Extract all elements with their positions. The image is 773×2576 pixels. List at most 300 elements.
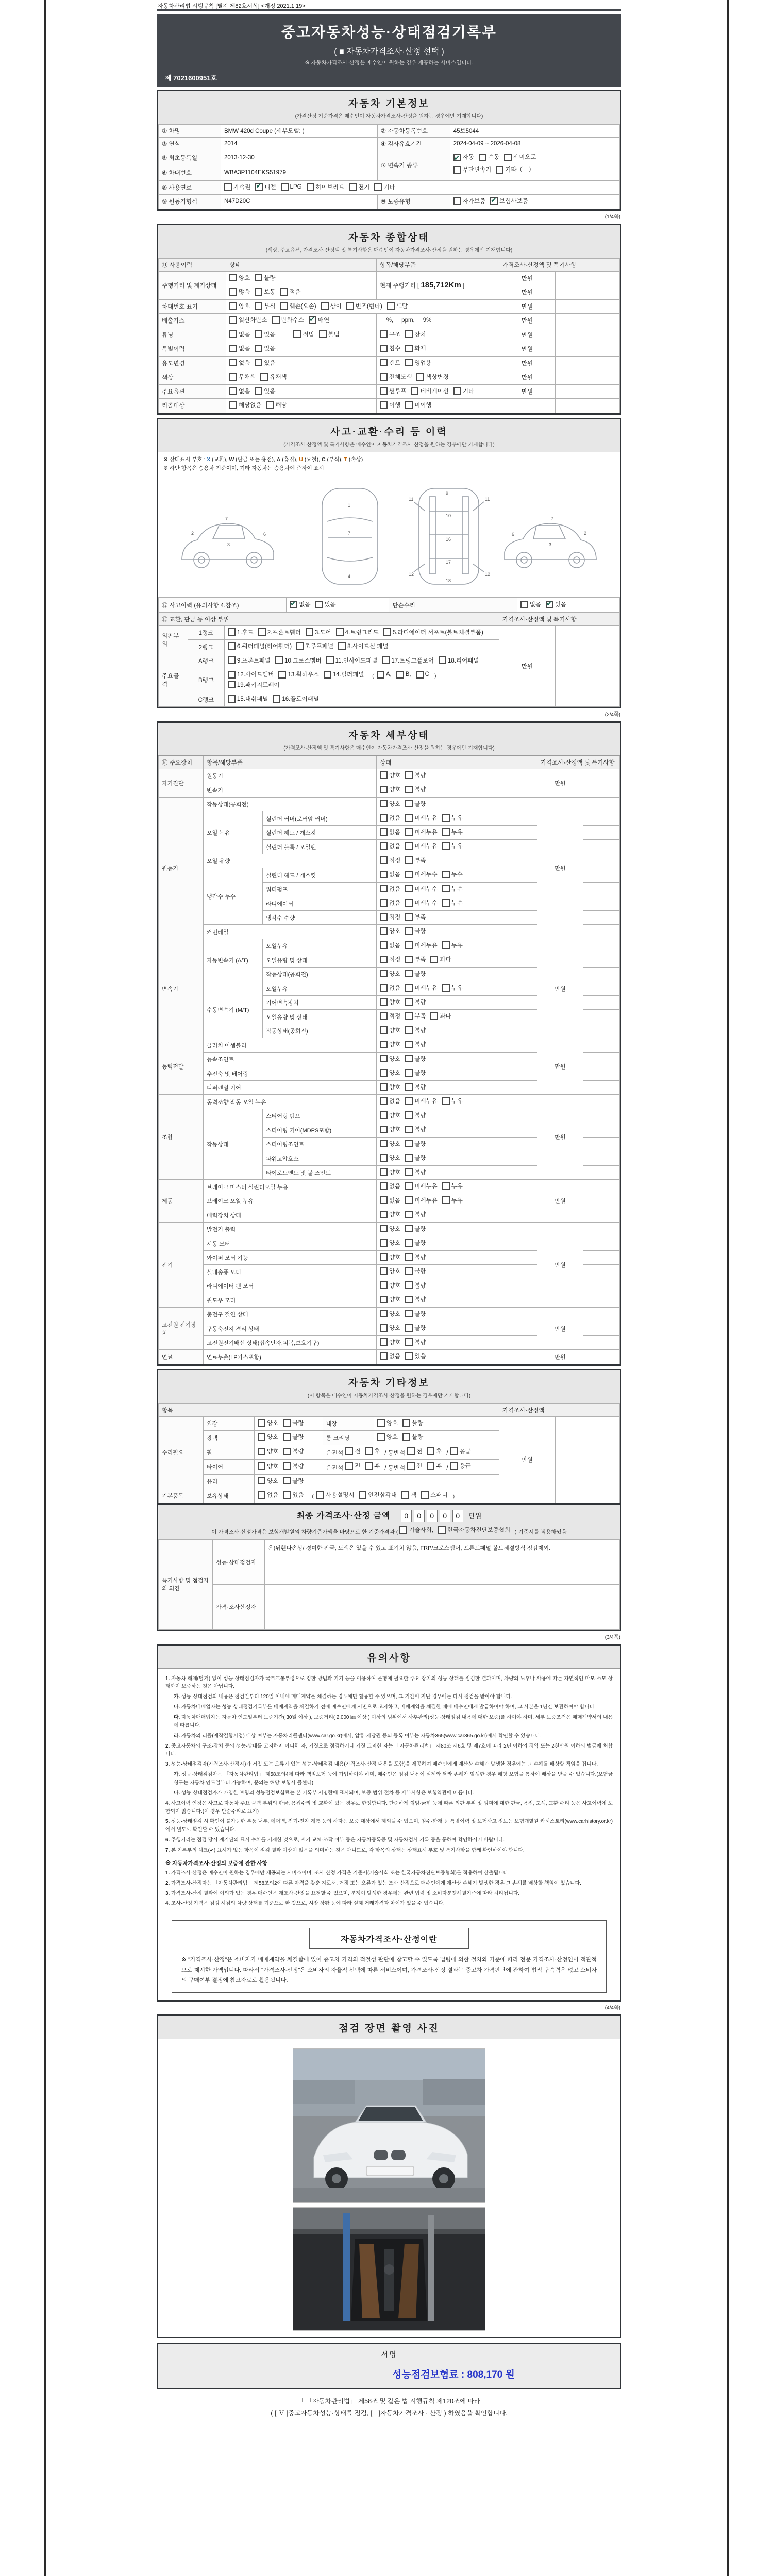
checkbox-box[interactable]	[380, 1140, 388, 1147]
checkbox-box[interactable]	[405, 941, 413, 949]
checkbox-box[interactable]	[380, 1239, 388, 1247]
checkbox-양호[interactable]: 양호	[380, 1168, 400, 1176]
checkbox-없음[interactable]: 없음	[380, 1352, 400, 1360]
checkbox-과다[interactable]: 과다	[430, 955, 451, 963]
checkbox-없음[interactable]: 없음	[380, 870, 400, 878]
checkbox-box[interactable]	[380, 1154, 388, 1162]
checkbox-box[interactable]	[399, 1526, 407, 1534]
checkbox-4.트렁크리드[interactable]: 4.트렁크리드	[336, 628, 379, 636]
checkbox-양호[interactable]: 양호	[380, 1140, 400, 1148]
checkbox-box[interactable]	[296, 642, 304, 650]
checkbox-box[interactable]	[405, 1168, 413, 1176]
checkbox-box[interactable]	[229, 316, 237, 324]
checkbox-box[interactable]	[365, 1462, 373, 1470]
checkbox-훼손(오손)[interactable]: 훼손(오손)	[280, 302, 316, 310]
checkbox-box[interactable]	[229, 330, 237, 338]
checkbox-불량[interactable]: 불량	[405, 1168, 426, 1176]
checkbox-썬루프[interactable]: 썬루프	[380, 387, 406, 395]
checkbox-네비게이션[interactable]: 네비게이션	[411, 387, 449, 395]
checkbox-box[interactable]	[309, 316, 316, 324]
checkbox-box[interactable]	[405, 1083, 413, 1091]
checkbox-18.리어패널[interactable]: 18.리어패널	[439, 656, 479, 665]
checkbox-box[interactable]	[405, 998, 413, 1006]
checkbox-box[interactable]	[405, 1055, 413, 1062]
checkbox-양호[interactable]: 양호	[380, 1295, 400, 1303]
checkbox-box[interactable]	[377, 671, 384, 679]
checkbox-미세누수[interactable]: 미세누수	[405, 870, 437, 878]
checkbox-box[interactable]	[380, 1296, 388, 1303]
checkbox-box[interactable]	[442, 828, 450, 836]
checkbox-box[interactable]	[405, 927, 413, 935]
checkbox-box[interactable]	[380, 899, 388, 907]
checkbox-미이행[interactable]: 미이행	[405, 401, 431, 409]
checkbox-box[interactable]	[380, 1083, 388, 1091]
checkbox-box[interactable]	[453, 387, 461, 395]
checkbox-전[interactable]: 전	[407, 1447, 422, 1455]
checkbox-box[interactable]	[405, 828, 413, 836]
checkbox-3.도어[interactable]: 3.도어	[306, 628, 331, 636]
checkbox-불량[interactable]: 불량	[283, 1419, 304, 1427]
checkbox-box[interactable]	[380, 814, 388, 822]
checkbox-양호[interactable]: 양호	[380, 927, 400, 935]
checkbox-누수[interactable]: 누수	[442, 885, 463, 893]
checkbox-불량[interactable]: 불량	[405, 1253, 426, 1261]
checkbox-box[interactable]	[273, 695, 280, 703]
checkbox-box[interactable]	[380, 828, 388, 836]
checkbox-box[interactable]	[319, 330, 327, 338]
checkbox-불량[interactable]: 불량	[405, 1281, 426, 1290]
checkbox-미세누유[interactable]: 미세누유	[405, 1182, 437, 1190]
checkbox-box[interactable]	[229, 387, 237, 395]
checkbox-box[interactable]	[382, 656, 390, 664]
checkbox-box[interactable]	[380, 373, 388, 381]
checkbox-box[interactable]	[380, 1352, 388, 1360]
checkbox-19.패키지트레이[interactable]: 19.패키지트레이	[228, 681, 280, 689]
checkbox-box[interactable]	[380, 1211, 388, 1218]
checkbox-box[interactable]	[228, 681, 236, 688]
checkbox-불량[interactable]: 불량	[405, 1026, 426, 1035]
checkbox-box[interactable]	[345, 1462, 353, 1470]
checkbox-하이브리드[interactable]: 하이브리드	[307, 183, 345, 191]
checkbox-box[interactable]	[405, 885, 413, 892]
checkbox-box[interactable]	[380, 927, 388, 935]
checkbox-box[interactable]	[316, 1491, 324, 1499]
checkbox-없음[interactable]: 없음	[229, 359, 250, 367]
checkbox-불량[interactable]: 불량	[405, 927, 426, 935]
checkbox-있음[interactable]: 있음	[255, 330, 275, 338]
checkbox-box[interactable]	[228, 671, 236, 679]
checkbox-box[interactable]	[405, 1154, 413, 1162]
checkbox-세미오토[interactable]: 세미오토	[504, 152, 536, 163]
checkbox-box[interactable]	[321, 302, 329, 310]
checkbox-무채색[interactable]: 무채색	[229, 372, 256, 381]
checkbox-불량[interactable]: 불량	[283, 1477, 304, 1485]
checkbox-box[interactable]	[442, 871, 450, 878]
checkbox-없음[interactable]: 없음	[380, 1097, 400, 1105]
checkbox-box[interactable]	[224, 183, 232, 191]
checkbox-box[interactable]	[401, 1491, 409, 1499]
checkbox-9.프론트패널[interactable]: 9.프론트패널	[228, 656, 271, 665]
checkbox-box[interactable]	[380, 345, 388, 352]
checkbox-7.루프패널[interactable]: 7.루프패널	[296, 642, 333, 650]
checkbox-box[interactable]	[275, 656, 283, 664]
checkbox-box[interactable]	[377, 1433, 385, 1441]
checkbox-box[interactable]	[407, 1462, 415, 1470]
checkbox-box[interactable]	[229, 288, 237, 296]
checkbox-box[interactable]	[380, 1324, 388, 1332]
checkbox-box[interactable]	[405, 1352, 413, 1360]
checkbox-양호[interactable]: 양호	[380, 771, 400, 779]
checkbox-불량[interactable]: 불량	[405, 1239, 426, 1247]
checkbox-적정[interactable]: 적정	[380, 1012, 400, 1020]
checkbox-box[interactable]	[411, 387, 418, 395]
checkbox-적법[interactable]: 적법	[293, 330, 314, 338]
checkbox-15.대쉬패널[interactable]: 15.대쉬패널	[228, 694, 268, 703]
checkbox-box[interactable]	[405, 1225, 413, 1232]
checkbox-box[interactable]	[380, 1168, 388, 1176]
checkbox-LPG[interactable]: LPG	[281, 183, 302, 191]
checkbox-box[interactable]	[324, 671, 331, 679]
checkbox-12.사이드멤버[interactable]: 12.사이드멤버	[228, 670, 274, 679]
checkbox-box[interactable]	[258, 1477, 265, 1484]
checkbox-box[interactable]	[442, 1097, 450, 1105]
checkbox-침수[interactable]: 침수	[380, 344, 400, 352]
checkbox-부족[interactable]: 부족	[405, 856, 426, 865]
checkbox-미세누수[interactable]: 미세누수	[405, 885, 437, 893]
checkbox-box[interactable]	[280, 288, 288, 296]
checkbox-없음[interactable]: 없음	[380, 885, 400, 893]
checkbox-box[interactable]	[405, 1097, 413, 1105]
checkbox-불량[interactable]: 불량	[405, 1210, 426, 1218]
checkbox-불량[interactable]: 불량	[405, 1069, 426, 1077]
checkbox-box[interactable]	[442, 899, 450, 907]
checkbox-box[interactable]	[405, 856, 413, 864]
checkbox-box[interactable]	[405, 1211, 413, 1218]
checkbox-없음[interactable]: 없음	[380, 842, 400, 850]
checkbox-양호[interactable]: 양호	[380, 1267, 400, 1275]
checkbox-box[interactable]	[255, 387, 262, 395]
checkbox-box[interactable]	[380, 1310, 388, 1317]
checkbox-없음[interactable]: 없음	[258, 1490, 278, 1499]
checkbox-box[interactable]	[380, 800, 388, 807]
checkbox-스패너[interactable]: 스패너	[421, 1490, 447, 1499]
checkbox-불량[interactable]: 불량	[405, 1040, 426, 1048]
checkbox-box[interactable]	[380, 871, 388, 878]
checkbox-있음[interactable]: 있음	[255, 387, 275, 395]
checkbox-적정[interactable]: 적정	[380, 913, 400, 921]
checkbox-누유[interactable]: 누유	[442, 828, 463, 836]
checkbox-box[interactable]	[345, 1447, 353, 1455]
checkbox-불량[interactable]: 불량	[283, 1433, 304, 1441]
checkbox-box[interactable]	[258, 628, 266, 636]
checkbox-box[interactable]	[427, 1462, 434, 1470]
checkbox-box[interactable]	[380, 1041, 388, 1048]
checkbox-box[interactable]	[377, 1419, 385, 1427]
checkbox-양호[interactable]: 양호	[258, 1477, 278, 1485]
checkbox-box[interactable]	[416, 373, 424, 381]
checkbox-과다[interactable]: 과다	[430, 1012, 451, 1020]
checkbox-box[interactable]	[380, 1126, 388, 1133]
checkbox-불량[interactable]: 불량	[405, 1225, 426, 1233]
checkbox-box[interactable]	[229, 274, 237, 281]
checkbox-box[interactable]	[374, 183, 382, 191]
checkbox-box[interactable]	[405, 871, 413, 878]
checkbox-13.휠하우스[interactable]: 13.휠하우스	[278, 670, 318, 679]
checkbox-누유[interactable]: 누유	[442, 1196, 463, 1205]
checkbox-있음[interactable]: 있음	[283, 1490, 304, 1499]
checkbox-box[interactable]	[228, 628, 236, 636]
checkbox-양호[interactable]: 양호	[229, 302, 250, 310]
checkbox-box[interactable]	[546, 601, 553, 608]
checkbox-적음[interactable]: 적음	[280, 287, 300, 296]
checkbox-전[interactable]: 전	[345, 1447, 360, 1455]
checkbox-box[interactable]	[405, 814, 413, 822]
checkbox-양호[interactable]: 양호	[380, 998, 400, 1006]
checkbox-box[interactable]	[283, 1433, 291, 1441]
checkbox-양호[interactable]: 양호	[229, 274, 250, 282]
checkbox-매연[interactable]: ✔ 매연	[309, 316, 329, 324]
checkbox-box[interactable]	[315, 601, 323, 608]
checkbox-일산화탄소[interactable]: 일산화탄소	[229, 316, 267, 324]
checkbox-디젤[interactable]: ✔ 디젤	[255, 183, 276, 191]
checkbox-미세누유[interactable]: 미세누유	[405, 1097, 437, 1105]
checkbox-보통[interactable]: 보통	[255, 287, 275, 296]
checkbox-box[interactable]	[380, 856, 388, 864]
checkbox-box[interactable]	[405, 1267, 413, 1275]
checkbox-box[interactable]	[272, 316, 280, 324]
checkbox-5.라디에이터 서포트(볼트체결부품)[interactable]: 5.라디에이터 서포트(볼트체결부품)	[383, 628, 483, 636]
checkbox-box[interactable]	[442, 814, 450, 822]
checkbox-양호[interactable]: 양호	[380, 1239, 400, 1247]
checkbox-B,[interactable]: B,	[396, 671, 411, 679]
checkbox-8.사이드실 패널[interactable]: 8.사이드실 패널	[338, 642, 388, 650]
checkbox-불량[interactable]: 불량	[405, 998, 426, 1006]
checkbox-양호[interactable]: 양호	[380, 1225, 400, 1233]
checkbox-구조[interactable]: 구조	[380, 330, 400, 338]
checkbox-기타（ ）[interactable]: 기타（ ）	[496, 165, 534, 176]
checkbox-양호[interactable]: 양호	[380, 1083, 400, 1091]
checkbox-box[interactable]	[229, 302, 237, 310]
checkbox-box[interactable]	[405, 1126, 413, 1133]
checkbox-없음[interactable]: 없음	[380, 1182, 400, 1190]
checkbox-box[interactable]	[450, 1462, 458, 1470]
checkbox-미세누유[interactable]: 미세누유	[405, 842, 437, 850]
checkbox-누유[interactable]: 누유	[442, 1182, 463, 1190]
checkbox-box[interactable]	[439, 656, 446, 664]
checkbox-box[interactable]	[380, 842, 388, 850]
checkbox-자동[interactable]: ✔ 자동	[453, 152, 474, 163]
checkbox-양호[interactable]: 양호	[380, 1040, 400, 1048]
checkbox-box[interactable]	[380, 786, 388, 793]
checkbox-불량[interactable]: 불량	[283, 1447, 304, 1455]
checkbox-box[interactable]	[258, 1433, 265, 1441]
checkbox-box[interactable]	[405, 345, 413, 352]
checkbox-미세누유[interactable]: 미세누유	[405, 814, 437, 822]
checkbox-누수[interactable]: 누수	[442, 899, 463, 907]
checkbox-box[interactable]	[405, 1338, 413, 1346]
checkbox-box[interactable]	[229, 359, 237, 366]
checkbox-box[interactable]	[380, 998, 388, 1006]
checkbox-box[interactable]	[405, 1111, 413, 1119]
checkbox-box[interactable]	[405, 330, 413, 338]
checkbox-box[interactable]	[258, 1462, 265, 1470]
checkbox-불량[interactable]: 불량	[405, 1055, 426, 1063]
checkbox-box[interactable]	[258, 1448, 265, 1455]
checkbox-box[interactable]	[453, 154, 461, 161]
checkbox-도말[interactable]: 도말	[387, 302, 408, 310]
checkbox-box[interactable]	[396, 671, 404, 679]
checkbox-box[interactable]	[442, 885, 450, 892]
checkbox-box[interactable]	[405, 913, 413, 921]
checkbox-양호[interactable]: 양호	[380, 1281, 400, 1290]
checkbox-불량[interactable]: 불량	[405, 1324, 426, 1332]
checkbox-양호[interactable]: 양호	[380, 1055, 400, 1063]
checkbox-box[interactable]	[380, 401, 388, 409]
checkbox-box[interactable]	[229, 373, 237, 381]
checkbox-box[interactable]	[283, 1477, 291, 1484]
checkbox-양호[interactable]: 양호	[380, 1253, 400, 1261]
checkbox-box[interactable]	[402, 1419, 410, 1427]
checkbox-해당[interactable]: 해당	[266, 401, 287, 409]
checkbox-불량[interactable]: 불량	[405, 800, 426, 808]
checkbox-box[interactable]	[427, 1447, 434, 1455]
checkbox-box[interactable]	[405, 786, 413, 793]
checkbox-box[interactable]	[380, 359, 388, 366]
checkbox-box[interactable]	[228, 642, 236, 650]
checkbox-불량[interactable]: 불량	[405, 771, 426, 779]
checkbox-box[interactable]	[405, 1281, 413, 1289]
checkbox-양호[interactable]: 양호	[258, 1462, 278, 1470]
checkbox-box[interactable]	[407, 1447, 415, 1455]
checkbox-양호[interactable]: 양호	[380, 1310, 400, 1318]
checkbox-box[interactable]	[255, 330, 262, 338]
checkbox-box[interactable]	[405, 1253, 413, 1261]
checkbox-부족[interactable]: 부족	[405, 913, 426, 921]
checkbox-box[interactable]	[255, 345, 262, 352]
checkbox-box[interactable]	[380, 984, 388, 992]
checkbox-box[interactable]	[380, 1111, 388, 1119]
checkbox-box[interactable]	[380, 1196, 388, 1204]
checkbox-없음[interactable]: 없음	[229, 344, 250, 352]
checkbox-box[interactable]	[380, 1253, 388, 1261]
checkbox-box[interactable]	[442, 984, 450, 992]
checkbox-없음[interactable]: 없음	[380, 814, 400, 822]
checkbox-부족[interactable]: 부족	[405, 955, 426, 963]
checkbox-양호[interactable]: 양호	[380, 1324, 400, 1332]
checkbox-box[interactable]	[380, 330, 388, 338]
checkbox-box[interactable]	[416, 671, 424, 679]
checkbox-box[interactable]	[479, 154, 486, 161]
checkbox-box[interactable]	[380, 1012, 388, 1020]
checkbox-불량[interactable]: 불량	[402, 1419, 423, 1427]
checkbox-box[interactable]	[346, 302, 354, 310]
checkbox-box[interactable]	[380, 771, 388, 779]
checkbox-box[interactable]	[380, 885, 388, 892]
checkbox-box[interactable]	[405, 970, 413, 977]
checkbox-색상변경[interactable]: 색상변경	[416, 372, 448, 381]
checkbox-불량[interactable]: 불량	[405, 970, 426, 978]
checkbox-box[interactable]	[255, 288, 262, 296]
checkbox-미세누유[interactable]: 미세누유	[405, 1196, 437, 1205]
checkbox-상이[interactable]: 상이	[321, 302, 342, 310]
checkbox-기타[interactable]: 기타	[453, 387, 474, 395]
checkbox-화재[interactable]: 화재	[405, 344, 426, 352]
checkbox-누유[interactable]: 누유	[442, 941, 463, 950]
checkbox-없음[interactable]: 없음	[380, 828, 400, 836]
checkbox-없음[interactable]: 없음	[380, 899, 400, 907]
checkbox-불량[interactable]: 불량	[405, 1154, 426, 1162]
checkbox-탄화수소[interactable]: 탄화수소	[272, 316, 304, 324]
checkbox-보험사보증[interactable]: ✔ 보험사보증	[490, 197, 528, 205]
checkbox-2.프론트휀더[interactable]: 2.프론트휀더	[258, 628, 301, 636]
checkbox-11.인사이드패널[interactable]: 11.인사이드패널	[326, 656, 378, 665]
checkbox-적정[interactable]: 적정	[380, 856, 400, 865]
checkbox-box[interactable]	[421, 1491, 429, 1499]
checkbox-box[interactable]	[405, 1140, 413, 1147]
checkbox-불법[interactable]: 불법	[319, 330, 340, 338]
checkbox-box[interactable]	[278, 671, 286, 679]
checkbox-box[interactable]	[380, 1182, 388, 1190]
checkbox-box[interactable]	[266, 401, 274, 409]
checkbox-한국자동차진단보증협회[interactable]: 한국자동차진단보증협회	[438, 1526, 510, 1534]
checkbox-box[interactable]	[283, 1448, 291, 1455]
checkbox-6.쿼터패널(리어휀더)[interactable]: 6.쿼터패널(리어휀더)	[228, 642, 292, 650]
checkbox-불량[interactable]: 불량	[405, 1267, 426, 1275]
checkbox-양호[interactable]: 양호	[258, 1447, 278, 1455]
checkbox-전체도색[interactable]: 전체도색	[380, 372, 412, 381]
checkbox-box[interactable]	[255, 274, 262, 281]
checkbox-누유[interactable]: 누유	[442, 984, 463, 992]
checkbox-box[interactable]	[380, 1225, 388, 1232]
checkbox-양호[interactable]: 양호	[380, 970, 400, 978]
checkbox-양호[interactable]: 양호	[258, 1433, 278, 1441]
checkbox-box[interactable]	[365, 1447, 373, 1455]
checkbox-전기[interactable]: 전기	[349, 183, 369, 191]
checkbox-17.트렁크플로어[interactable]: 17.트렁크플로어	[382, 656, 434, 665]
checkbox-box[interactable]	[405, 1026, 413, 1034]
checkbox-box[interactable]	[504, 154, 512, 161]
checkbox-양호[interactable]: 양호	[258, 1419, 278, 1427]
checkbox-미세누유[interactable]: 미세누유	[405, 828, 437, 836]
checkbox-누유[interactable]: 누유	[442, 814, 463, 822]
checkbox-양호[interactable]: 양호	[380, 1111, 400, 1120]
checkbox-잭[interactable]: 잭	[401, 1490, 416, 1499]
checkbox-box[interactable]	[402, 1433, 410, 1441]
checkbox-box[interactable]	[380, 956, 388, 963]
checkbox-있음[interactable]: ✔ 있음	[546, 600, 566, 608]
checkbox-box[interactable]	[307, 183, 314, 191]
checkbox-응급[interactable]: 응급	[450, 1447, 471, 1455]
checkbox-box[interactable]	[405, 1310, 413, 1317]
checkbox-불량[interactable]: 불량	[405, 1295, 426, 1303]
checkbox-box[interactable]	[336, 628, 344, 636]
checkbox-box[interactable]	[520, 601, 528, 608]
checkbox-양호[interactable]: 양호	[380, 1338, 400, 1346]
checkbox-box[interactable]	[290, 601, 297, 608]
checkbox-box[interactable]	[359, 1491, 366, 1499]
checkbox-미세누유[interactable]: 미세누유	[405, 984, 437, 992]
checkbox-box[interactable]	[228, 656, 236, 664]
checkbox-부식[interactable]: 부식	[255, 302, 275, 310]
checkbox-이행[interactable]: 이행	[380, 401, 400, 409]
checkbox-box[interactable]	[380, 1267, 388, 1275]
checkbox-양호[interactable]: 양호	[380, 1026, 400, 1035]
checkbox-box[interactable]	[405, 1296, 413, 1303]
checkbox-box[interactable]	[453, 166, 461, 174]
checkbox-box[interactable]	[405, 1069, 413, 1077]
checkbox-있음[interactable]: 있음	[405, 1352, 426, 1360]
checkbox-불량[interactable]: 불량	[405, 1111, 426, 1120]
